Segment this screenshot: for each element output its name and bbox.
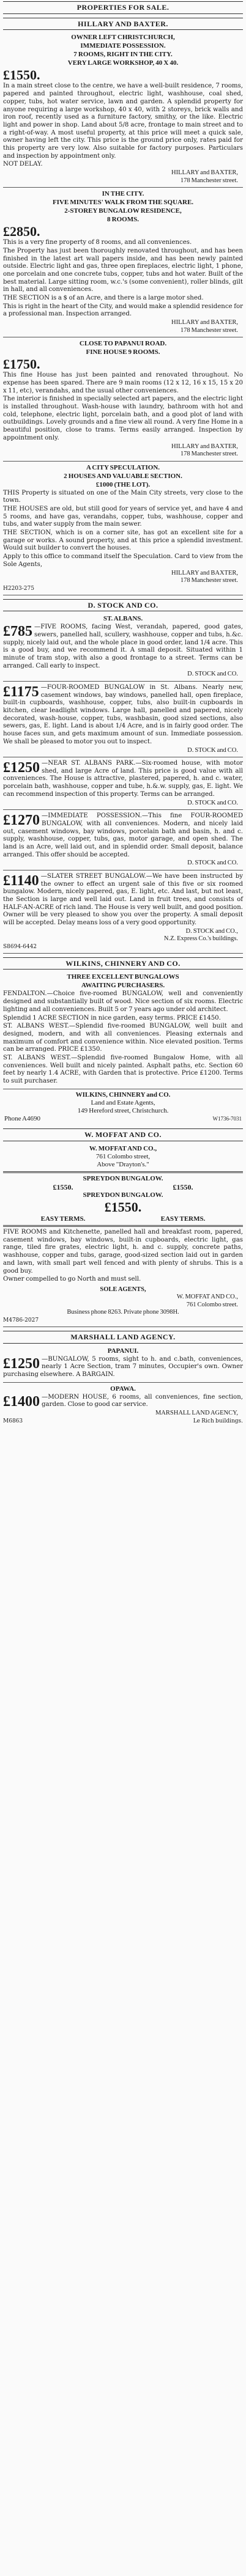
listing-headline: 7 ROOMS, RIGHT IN THE CITY. <box>73 51 173 59</box>
listing-price: £2850. <box>3 224 40 240</box>
divider <box>3 1225 243 1227</box>
listing-signature: D. STOCK and CO. <box>187 859 238 867</box>
listing-ad <box>3 682 243 757</box>
firm-ref: W1736-7031 <box>212 1115 242 1122</box>
listing-body: NOT DELAY. <box>3 161 43 168</box>
moffat-firm-line-3: Above "Drayton's." <box>97 1160 149 1168</box>
moffat-firm-line-1: W. MOFFAT AND CO., <box>89 1144 157 1152</box>
marshall-address: Le Rich buildings. <box>193 1418 243 1424</box>
moffat-terms-left: EASY TERMS. <box>40 1215 86 1223</box>
listing-headline: 2 HOUSES AND VALUABLE SECTION. <box>64 472 182 480</box>
listing-body: In a main street close to the centre, we have a well-built residence, 7 rooms, papered and painted throughout, electric light, washhouse, coal shed, copper, tubs, hot water service, lawn and garden. A splendid property for anyone requiring a large workshop, 40 x 40, with 2 storeys, brick walls and iron roof, recently used as a furniture factory, smithy, or the like. Electric light and power in shop. Land about 5/8 acre, frontage to main street and to a right-of-way. A most useful property, at this price will meet a quick sale, owner having left the city. This price is the ground price only, rates paid for this property are very low. Also suitable for factory purposes. Particulars and inspection by appointment only. <box>3 83 243 160</box>
listing-ad <box>3 757 243 810</box>
section-header: WILKINS, CHINNERY AND CO. <box>3 957 243 970</box>
listing-signature: 178 Manchester street. <box>180 577 238 584</box>
firm-name: WILKINS, CHINNERY and CO. <box>75 1091 171 1098</box>
moffat-sign-address: 761 Colombo street. <box>186 1301 238 1308</box>
wilkins-firm-block <box>3 1089 243 1125</box>
listing-body-text: —FOUR-ROOMED BUNGALOW in St. Albans. Nearly new, casement windows, bay windows, panelled hall, open fireplace, built-in cupboards, washhouse, copper, tubs, also built-in cupboards in kitchen, clear leadlight windows. Large hall, panelled and papered, nicely decorated, wash-house, copper, tubs, washbasin, good sized sections, also sewers, gas, E. light. Land is about 1/4 Acre, and is in fairly good order. The house faces sun, and gets maximum amount of sun. Immediate possession. We shall be pleased to motor you out to inspect. <box>3 683 243 745</box>
marshall-ref: M6863 <box>3 1418 23 1424</box>
listing-headline: CLOSE TO PAPANUI ROAD. <box>79 340 167 348</box>
listing-headline: £1000 (THE LOT). <box>95 480 151 488</box>
sections-container <box>3 18 243 1089</box>
moffat-para-1: FIVE ROOMS and Kitchenette, panelled hall and breakfast room, papered, casement windows, bay windows, built-in cupboards, electric light, gas range, tiled fire grates, electric light, h. and c. supply, concrete paths, washhouse, copper and tubs, garage, good-sized section laid out in garden and lawn, with small part well fenced and with plenty of shrubs. This is a good buy. <box>3 1228 243 1275</box>
listing-body <box>3 873 243 927</box>
listing-signature: HILLARY and BAXTER, <box>171 443 238 450</box>
listing-signature: HILLARY and BAXTER, <box>171 169 238 177</box>
listing-ad <box>3 337 243 461</box>
listing-headline: 8 ROOMS. <box>107 216 139 224</box>
listing-headline: IN THE CITY. <box>102 190 144 198</box>
listing-signature: N.Z. Express Co.'s buildings. <box>163 935 238 943</box>
marshall-header: MARSHALL LAND AGENCY. <box>3 1331 243 1344</box>
listing-signature: D. STOCK and CO. <box>187 799 238 806</box>
listing-price: £1140 <box>3 872 39 889</box>
listing-headline: IMMEDIATE POSSESSION. <box>80 42 166 50</box>
listing-headline: FIVE MINUTES' WALK FROM THE SQUARE. <box>52 199 194 207</box>
listing-ad <box>3 870 243 954</box>
marshall-sign: MARSHALL LAND AGENCY, <box>155 1410 238 1417</box>
moffat-sign-firm: W. MOFFAT AND CO., <box>176 1294 238 1301</box>
classified-column <box>3 1 243 1427</box>
section-header: HILLARY AND BAXTER. <box>3 18 243 31</box>
listing-body: FENDALTON.—Choice five-roomed BUNGALOW, well and conveniently designed and substantially built of wood. Nice section of six rooms. Electric lighting and all conveniences. Built 5 or 7 years ago under old architect. <box>3 990 243 1013</box>
listing-signature: HILLARY and BAXTER, <box>171 319 238 326</box>
marshall-ad-opawa <box>3 1383 243 1427</box>
marshall-text-b: —MODERN HOUSE, 6 rooms, all conveniences, fine section, garden. Close to good car service. <box>42 1393 243 1408</box>
listing-body: ST. ALBANS WEST.—Splendid five-roomed BUNGALOW, well built and designed, modern, and with all conveniences. Pleasing externals and maximum of comfort and convenience within. Nice elevated position. Terms can be arranged. PRICE £1350. <box>3 1023 243 1053</box>
listing-headline: ST. ALBANS. <box>103 615 143 623</box>
listing-headline: VERY LARGE WORKSHOP, 40 X 40. <box>67 59 179 67</box>
listing-price: £1750. <box>3 356 40 372</box>
marshall-ad-papanui <box>3 1345 243 1383</box>
listing-body: THE HOUSES are old, but still good for years of service yet, and have 4 and 5 rooms, and have gas, verandahs, copper, tubs, washhouse, copper and tubs, and water supply from the main sewer. <box>3 505 243 528</box>
marshall-suburb-b: OPAWA. <box>110 1385 136 1393</box>
firm-role: Land and Estate Agents, <box>91 1098 155 1106</box>
listing-body: The interior is finished in specially selected art papers, and the electric light is installed throughout. Wash-house with laundry, bathroom with hot and cold, telephone, electric light, porcelain bath, and a good plot of land with outbuildings. Lovely grounds and a fine view all round. A very fine Home in a beautiful position, close to trams. Terms easily arranged. Inspection by appointment only. <box>3 396 243 441</box>
listing-price: £1250 <box>3 760 40 776</box>
moffat-subhead: SPREYDON BUNGALOW. <box>83 1191 163 1199</box>
listing-headline: THREE EXCELLENT BUNGALOWS <box>67 973 179 981</box>
listing-headline: FINE HOUSE 9 ROOMS. <box>86 348 160 356</box>
listing-ad <box>3 971 243 1089</box>
listing-body: THE SECTION, which is on a corner site, has got an excellent site for a garage or works. A sound property, and at this price a splendid investment. Would suit builder to convert the houses. <box>3 529 243 552</box>
listing-signature: 178 Manchester street. <box>180 177 238 184</box>
listing-body: Splendid 1 ACRE SECTION in nice garden, easy terms. PRICE £1450. <box>3 1014 221 1021</box>
listing-body: Apply to this office to command itself the Speculation. Card to view from the Sole Agents, <box>3 553 243 568</box>
listing-body: ST. ALBANS WEST.—Splendid five-roomed Bungalow Home, with all conveniences. Well built and nicely painted. Asphalt paths, etc. Section 60 feet by nearly 1.4 ACRE, with Garden that is protective. Price £1200. Terms to suit purchaser. <box>3 1054 243 1085</box>
listing-signature: D. STOCK and CO. <box>187 671 238 678</box>
moffat-price-big: £1550. <box>104 1199 142 1215</box>
marshall-text-a: —BUNGALOW, 5 rooms, sight to h. and c.bath, conveniences, nearly 1 Acre Section, tram 7 minutes, Occupier's own. Owner purchasing elsewhere. A BARGAIN. <box>3 1355 243 1378</box>
listing-body: The Property has just been thoroughly renovated throughout, and has been finished in the latest art wall papers inside, and has been newly painted outside. Electric light and gas, three open fireplaces, electric light, 1 phone, one porcelain and one concrete tubs, copper, tubs and hot water. Built of the best material. Large sitting room, w.c.'s (some convenient), roller blinds, gilt in hall, and all conveniences. <box>3 247 243 293</box>
listing-signature: D. STOCK and CO., <box>185 927 238 935</box>
moffat-bungalow-head: SPREYDON BUNGALOW. <box>83 1174 163 1182</box>
moffat-ad <box>3 1143 243 1327</box>
listing-body <box>3 624 243 670</box>
listing-ad <box>3 810 243 870</box>
listing-price: £1550. <box>3 67 40 83</box>
listing-ad <box>3 613 243 682</box>
moffat-ref: M4786-2027 <box>3 1317 39 1323</box>
listing-body: THIS Property is situated on one of the Main City streets, very close to the town. <box>3 489 243 504</box>
listing-headline: 2-STOREY BUNGALOW RESIDENCE, <box>64 207 182 215</box>
listing-price: £1175 <box>3 683 39 700</box>
listing-ad <box>3 31 243 188</box>
listing-body <box>3 760 243 799</box>
listing-ad <box>3 188 243 337</box>
section-header: D. STOCK AND CO. <box>3 599 243 612</box>
listing-signature: 178 Manchester street. <box>180 326 238 334</box>
listing-body-text: —IMMEDIATE POSSESSION.—This fine FOUR-ROOMED BUNGALOW, with all conveniences. Modern, and nicely laid out, casement windows, bay windows, porcelain bath and basin, h. and c. supply, washhouse, copper, tubs, gas, motor garage, and open shed. The land is an Acre, well laid out, and in splendid order. Small deposit, balance arranged. This offer should be accepted. <box>3 812 243 858</box>
moffat-price-right: £1550. <box>173 1182 193 1191</box>
listing-headline: AWAITING PURCHASERS. <box>81 982 165 990</box>
listing-ref: S8694-6442 <box>3 943 37 950</box>
listing-price: £1270 <box>3 812 40 829</box>
listing-ad <box>3 462 243 595</box>
listing-signature: D. STOCK and CO. <box>187 746 238 754</box>
listing-body-text: —FIVE ROOMS, facing West, verandah, papered, good gates, sewers, panelled hall, scullery, washhouse, copper and tubs, h.&c. supply, nicely laid out, and the whole place in good order, land 1/4 acre. This is a good buy, and we recommend it. A small deposit. Situated within 1 minute of tram stop, with also a good frontage to a street. Terms can be arranged. Call early to inspect. <box>3 624 243 669</box>
listing-headline: A CITY SPECULATION. <box>86 463 160 471</box>
listing-body <box>3 684 243 746</box>
firm-address: 149 Hereford street, Christchurch. <box>77 1106 169 1114</box>
moffat-sole-agents: SOLE AGENTS, <box>100 1286 146 1293</box>
listing-body-text: —SLATER STREET BUNGALOW.—We have been instructed by the owner to effect an urgent sale of this five or six roomed bungalow. Modern, nicely papered, gas, E. light, etc. And last, but not least, the Section is large and well laid out. Land in fruit trees, and consists of HALF-AN-ACRE of rich land. The House is very well built, and good position. Owner will be very pleased to show you over the property. A small deposit will be accepted. Delay means loss of a very good opportunity. <box>3 872 243 927</box>
listing-body <box>3 812 243 859</box>
listing-body: THE SECTION is a $ of an Acre, and there is a large motor shed. <box>3 295 204 302</box>
marshall-price-b: £1400 <box>3 1393 40 1410</box>
firm-phone: Phone A4690 <box>4 1114 40 1122</box>
marshall-price-a: £1250 <box>3 1355 40 1372</box>
listing-signature: HILLARY and BAXTER, <box>171 569 238 576</box>
divider <box>3 1171 243 1173</box>
listing-price: £785 <box>3 624 32 640</box>
listing-body-text: —NEAR ST. ALBANS PARK.—Six-roomed house, with motor shed, and large Acre of land. This price is good value with all conveniences. The House is attractive, plastered, papered, h. and c. water, porcelain bath, washhouse, copper and tube, h.&.w. supply, gas, E. light. We can recommend inspection of this property. Terms can be arranged. <box>3 760 243 798</box>
moffat-para-2: Owner compelled to go North and must sell. <box>3 1276 141 1283</box>
moffat-header: W. MOFFAT AND CO. <box>3 1128 243 1141</box>
listing-body: This is right in the heart of the City, and would make a splendid residence for a professional man. Inspection arranged. <box>3 303 243 318</box>
listing-signature: 178 Manchester street. <box>180 451 238 457</box>
listing-ref: H2203-275 <box>3 585 34 592</box>
moffat-price-left: £1550. <box>53 1182 73 1191</box>
moffat-terms-right: EASY TERMS. <box>160 1215 206 1223</box>
marshall-suburb-a: PAPANUI. <box>107 1347 139 1355</box>
listing-body: This fine House has just been painted and renovated throughout. No expense has been spared. There are 9 main rooms (12 x 12, 16 x 15, 15 x 20 x 11, etc), verandahs, and the usual other conveniences. <box>3 372 243 394</box>
moffat-firm-line-2: 761 Colombo street, <box>95 1152 151 1160</box>
moffat-business-phone: Business phone 8263. Private phone 3098H. <box>67 1309 179 1316</box>
listing-headline: OWNER LEFT CHRISTCHURCH, <box>71 34 175 42</box>
page-title: PROPERTIES FOR SALE. <box>3 1 243 14</box>
listing-body: This is a very fine property of 8 rooms, and all conveniences. <box>3 239 192 246</box>
